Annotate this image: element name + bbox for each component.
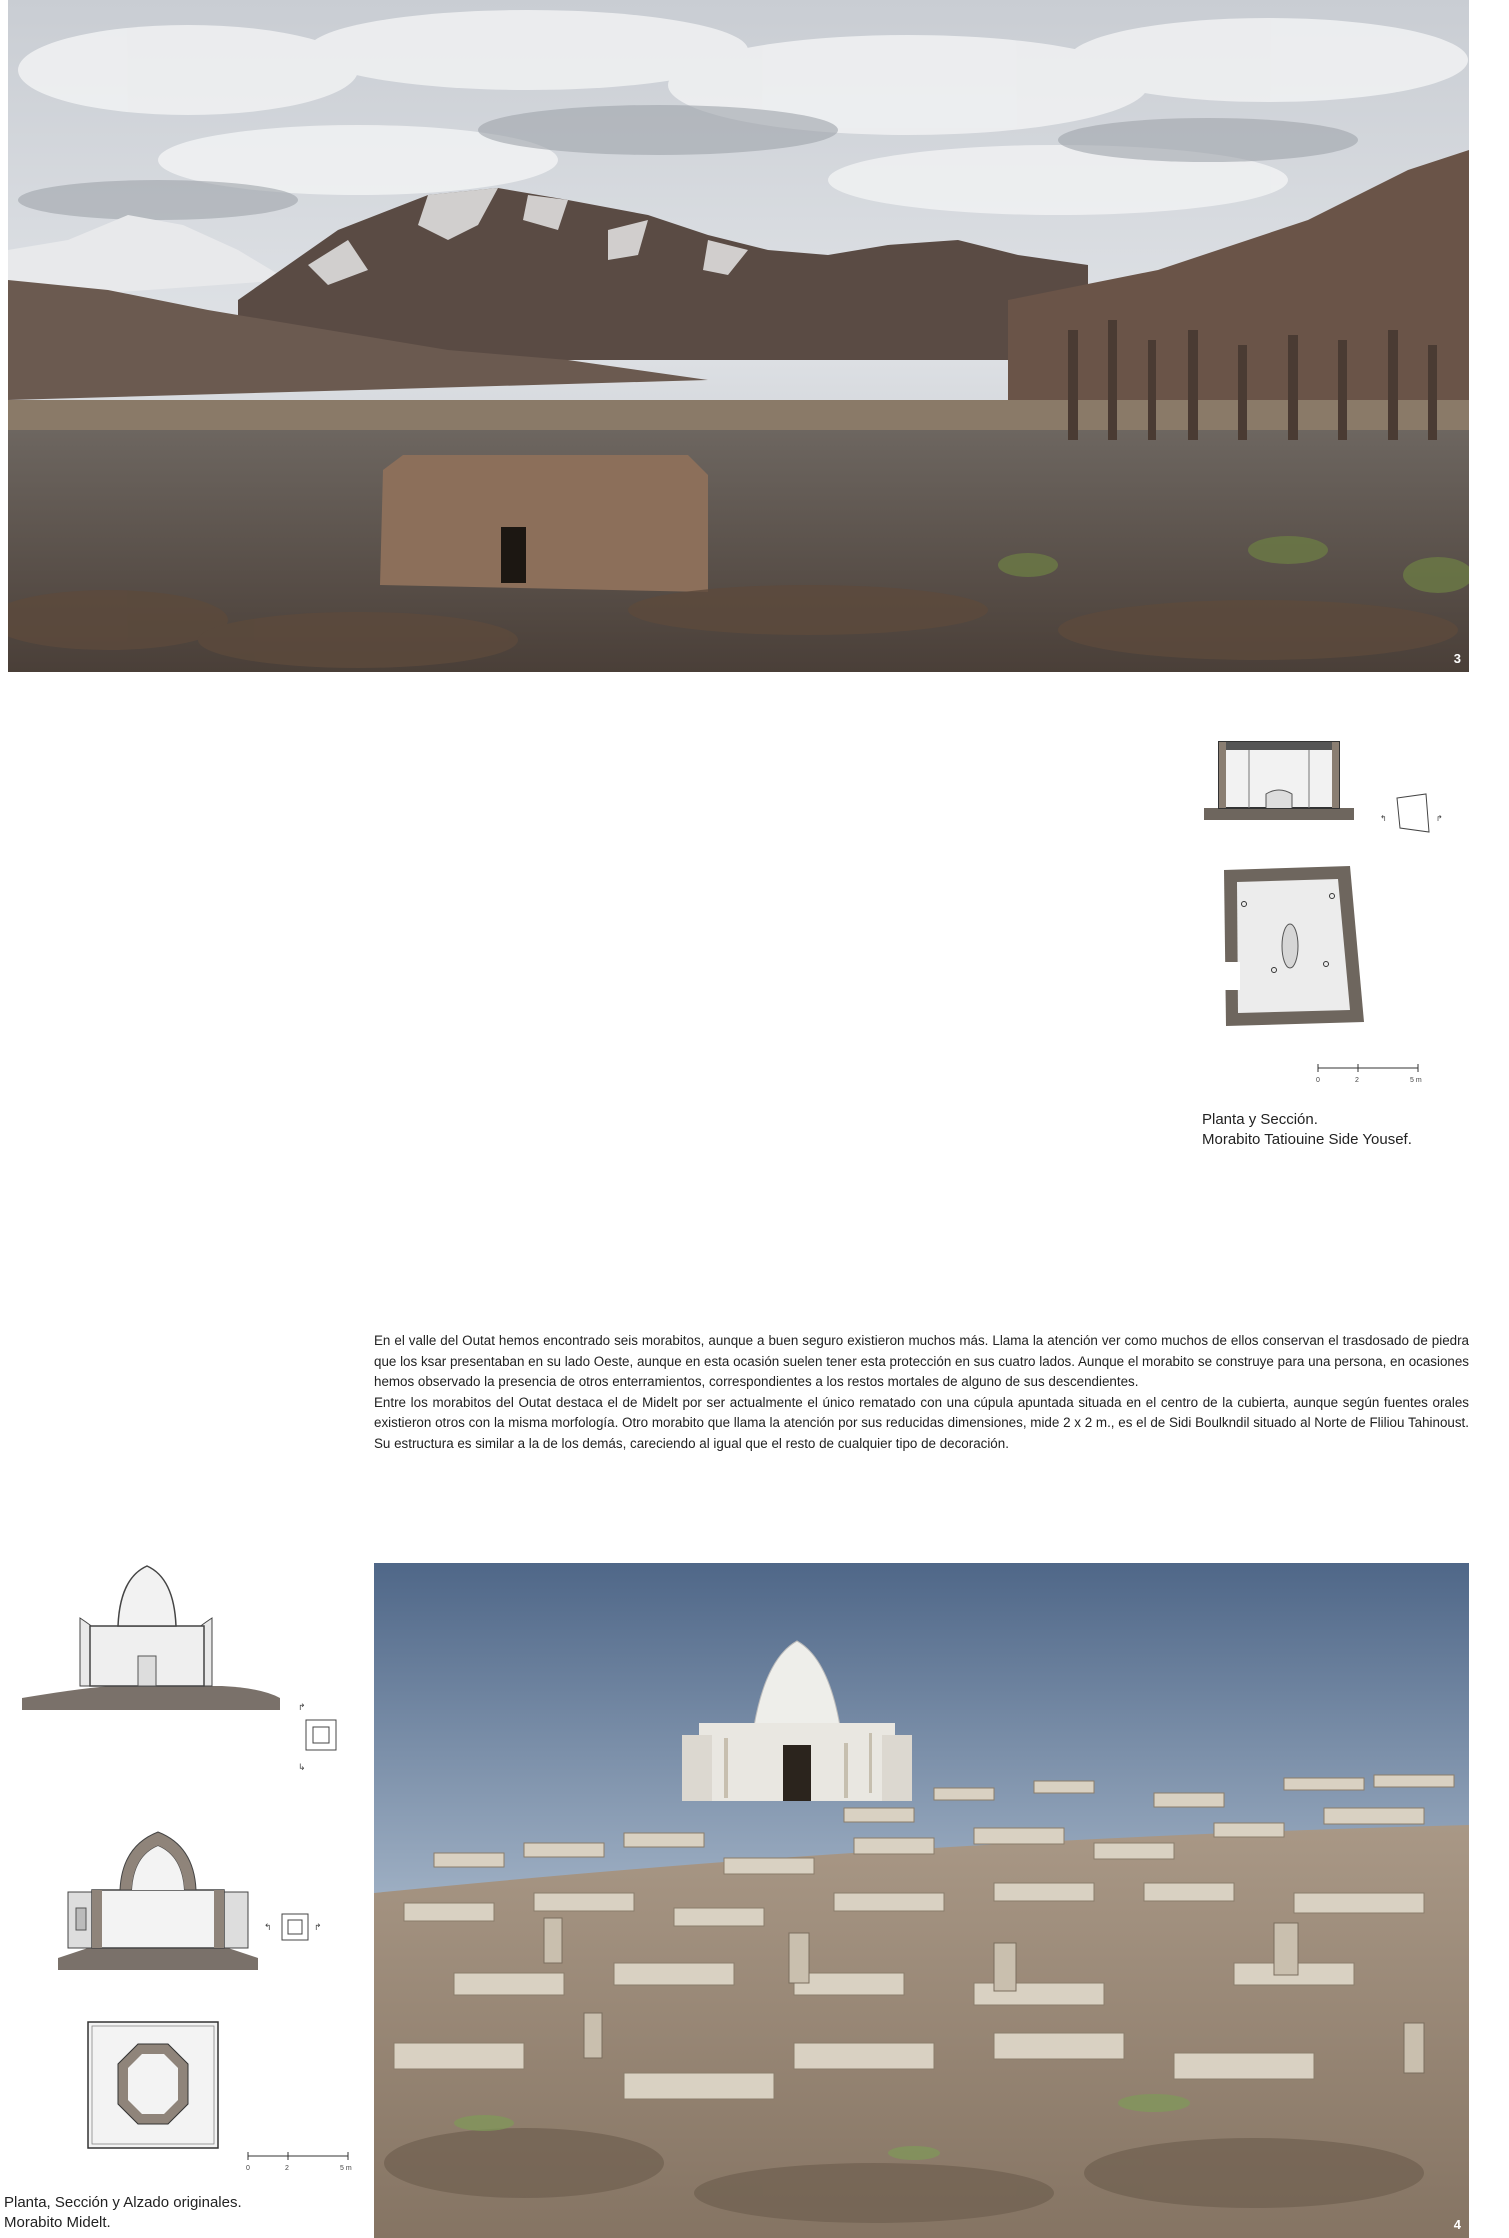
key-plan-icon bbox=[282, 1914, 308, 1940]
mud-shrine bbox=[380, 455, 708, 592]
caption-line: Planta, Sección y Alzado originales. bbox=[4, 2194, 242, 2211]
section-drawing-midelt bbox=[58, 1830, 358, 2010]
caption-line: Morabito Tatiouine Side Yousef. bbox=[1202, 1131, 1412, 1148]
plan-entrance bbox=[1218, 962, 1240, 990]
shrine-doorway bbox=[783, 1745, 811, 1801]
caption-midelt bbox=[4, 2193, 344, 2233]
caption-line: Planta y Sección. bbox=[1202, 1111, 1318, 1128]
pointed-dome bbox=[118, 1566, 176, 1626]
key-plan-icon bbox=[1397, 794, 1429, 832]
paragraph: En el valle del Outat hemos encontrado seis morabitos, aunque a buen seguro existieron muchos más. Llama la atención ver como muchos de ellos conservan el trasdosado de piedra que los ksar presentaban en su lado Oeste, aunque en esta ocasión suelen tener esta protección en sus cuatro lados. Aunque el morabito se construye para una persona, en ocasiones hemos observado la presencia de otros enterramientos, correspondientes a los restos mortales de alguno de sus descendientes. bbox=[374, 1333, 1469, 1389]
scale-tick-label: 0 bbox=[246, 2165, 250, 2172]
shrine-doorway bbox=[501, 527, 526, 583]
svg-text:↱: ↱ bbox=[314, 1922, 322, 1932]
page-number: 3 bbox=[1453, 651, 1461, 666]
scale-tick-label: 2 bbox=[285, 2165, 289, 2172]
scale-tick-label: 5 m bbox=[340, 2165, 352, 2172]
page-number: 4 bbox=[1453, 2217, 1461, 2232]
svg-text:↳: ↳ bbox=[298, 1762, 306, 1772]
elevation-door bbox=[138, 1656, 156, 1686]
plan-drawing-midelt bbox=[86, 2020, 226, 2150]
tomb-plan bbox=[1282, 924, 1298, 968]
scale-bar-midelt bbox=[240, 2148, 360, 2172]
ground-hatch bbox=[58, 1948, 258, 1970]
svg-text:↱: ↱ bbox=[298, 1702, 306, 1712]
scale-tick-label: 5 m bbox=[1410, 1077, 1422, 1084]
svg-text:↱: ↱ bbox=[1436, 814, 1443, 823]
section-drawing-tatiouine bbox=[1204, 728, 1444, 848]
svg-text:↰: ↰ bbox=[1380, 814, 1387, 823]
tomb-mound bbox=[1266, 790, 1292, 808]
elevation-drawing-midelt bbox=[22, 1560, 352, 1780]
paragraph: Entre los morabitos del Outat destaca el de Midelt por ser actualmente el único rematado con una cúpula apuntada situada en el centro de la cubierta, aunque según fuentes orales existieron otros con la misma morfología. Otro morabito que llama la atención por sus reducidas dimensiones, mide 2 x 2 m., es el de Sidi Boulkndil situado al Norte de Fliliou Tahinoust. Su estructura es similar a la de los demás, careciendo al igual que el resto de cualquier tipo de decoración. bbox=[374, 1394, 1469, 1451]
key-plan-icon bbox=[306, 1720, 336, 1750]
landscape-photo-tatiouine bbox=[8, 0, 1469, 672]
svg-text:↰: ↰ bbox=[264, 1922, 272, 1932]
cemetery-illustration bbox=[374, 1563, 1469, 2238]
scale-tick-label: 0 bbox=[1316, 1077, 1320, 1084]
cemetery-photo-midelt bbox=[374, 1563, 1469, 2238]
section-walls bbox=[92, 1890, 224, 1948]
ground-hatch bbox=[1204, 808, 1354, 820]
scale-bar-tatiouine bbox=[1310, 1060, 1430, 1084]
scale-tick-label: 2 bbox=[1355, 1077, 1359, 1084]
landscape-illustration bbox=[8, 0, 1469, 672]
caption-line: Morabito Midelt. bbox=[4, 2214, 111, 2231]
plan-drawing-tatiouine bbox=[1204, 862, 1404, 1032]
caption-tatiouine bbox=[1202, 1110, 1502, 1150]
ground-hatch bbox=[22, 1686, 280, 1710]
body-text bbox=[374, 1331, 1469, 1454]
